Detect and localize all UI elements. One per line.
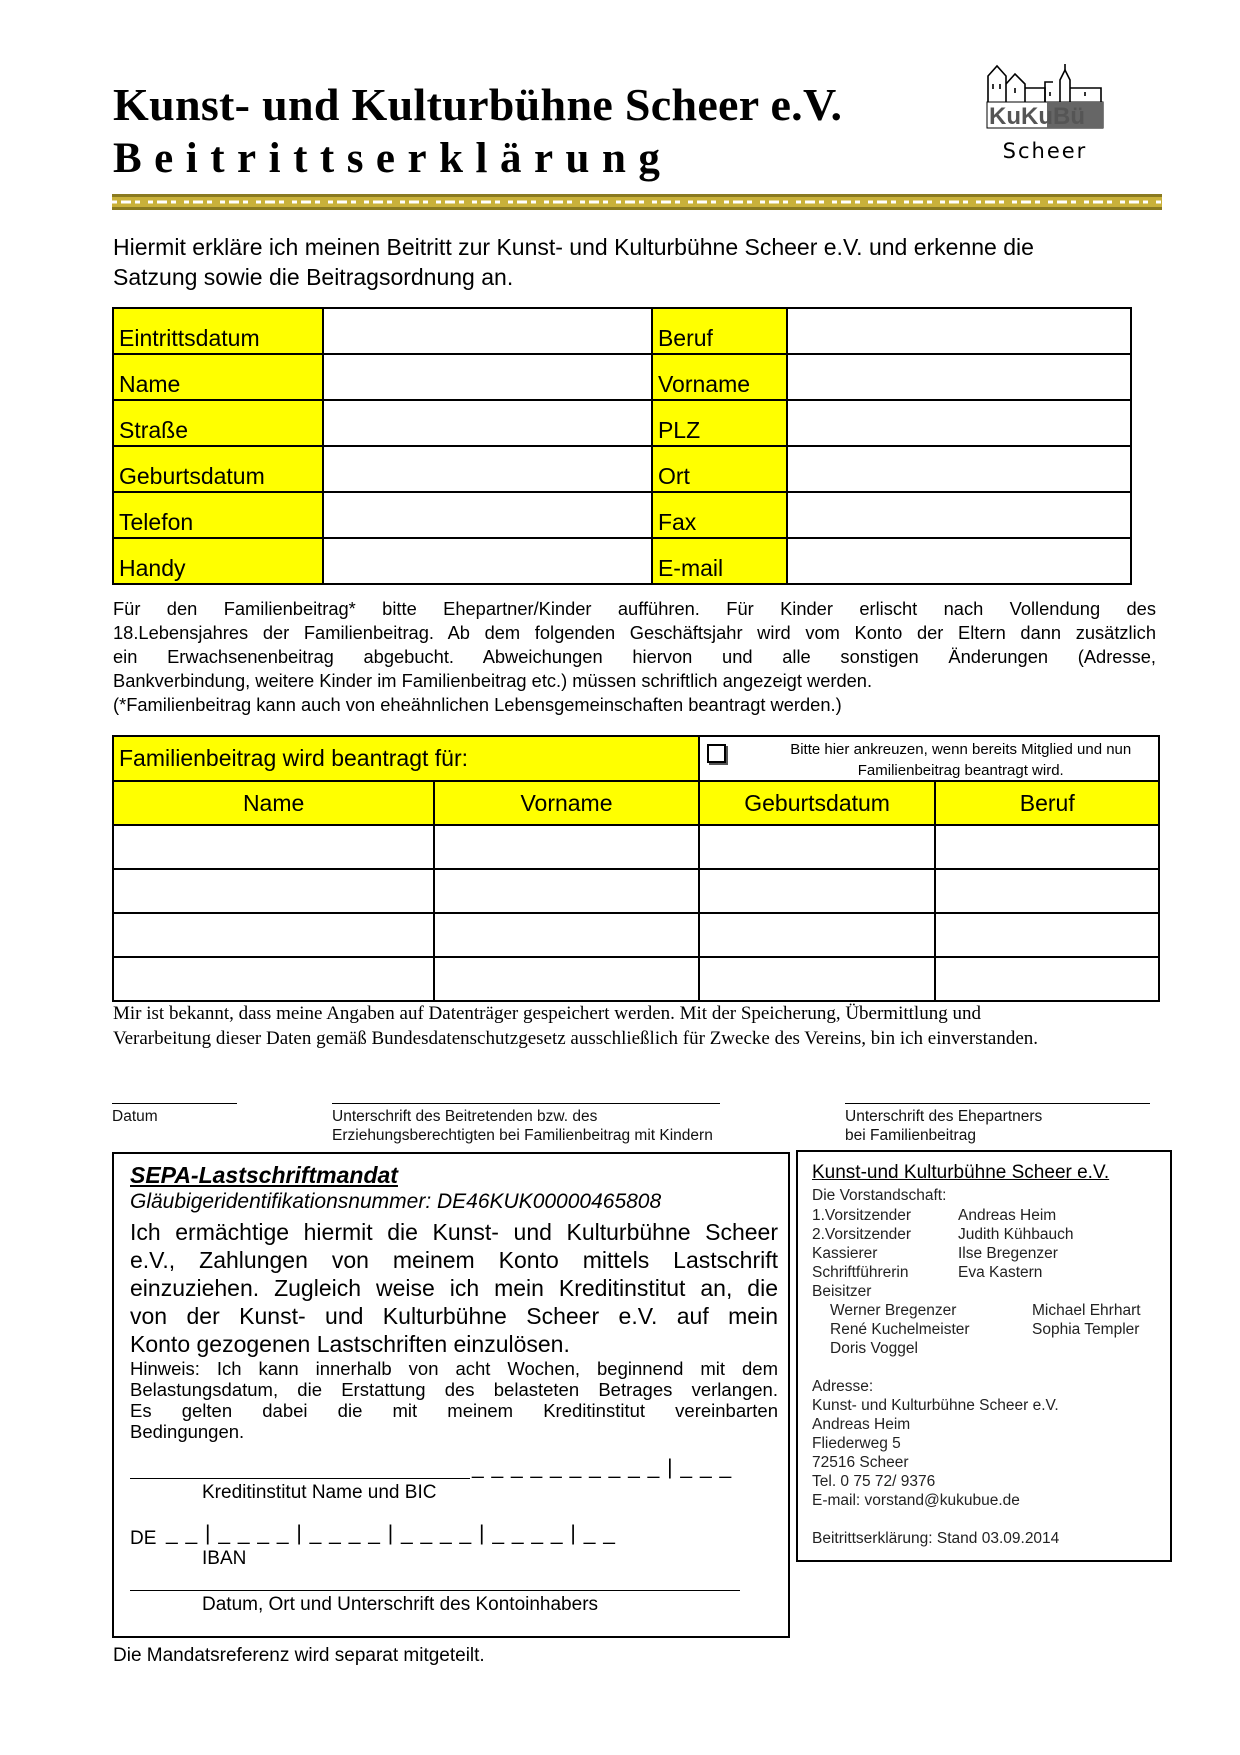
family-row (113, 957, 1159, 1001)
family-cell[interactable] (935, 913, 1159, 957)
field-telefon[interactable] (323, 492, 652, 538)
field-handy[interactable] (323, 538, 652, 584)
family-cell[interactable] (699, 957, 936, 1001)
authorization-line: e.V., Zahlungen von meinem Konto mittels Lastschrift (130, 1247, 778, 1273)
family-cell[interactable] (699, 913, 936, 957)
creditor-id: Gläubigeridentifikationsnummer: DE46KUK00000465808 (130, 1190, 662, 1213)
bank-label: Kreditinstitut Name und BIC (202, 1482, 437, 1503)
mandate-reference-note: Die Mandatsreferenz wird separat mitgeteilt. (113, 1645, 485, 1666)
form-row (113, 538, 1131, 584)
member-signature-label: Unterschrift des Beitretenden bzw. des Erziehungsberechtigten bei Familienbeitrag mit Kindern (332, 1108, 713, 1144)
bank-name-line[interactable] (130, 1478, 470, 1479)
iban-dashes[interactable]: _ _ | _ _ _ _ | _ _ _ _ | _ _ _ _ | _ _ _ _ | _ _ (166, 1522, 616, 1545)
privacy-line-1: Mir ist bekannt, dass meine Angaben auf Datenträger gespeichert werden. Mit der Speicherung, Übermittlung und (113, 1003, 981, 1024)
family-cell[interactable] (113, 869, 434, 913)
family-cell[interactable] (699, 869, 936, 913)
board-person: Ilse Bregenzer (958, 1245, 1058, 1262)
address-line: Kunst- und Kulturbühne Scheer e.V. (812, 1397, 1059, 1414)
family-info-line: Für den Familienbeitrag* bitte Ehepartner/Kinder aufführen. Für Kinder erlischt nach Vollendung des (113, 598, 1156, 619)
address-line: Andreas Heim (812, 1416, 911, 1433)
org-name: Kunst-und Kulturbühne Scheer e.V. (812, 1162, 1110, 1183)
sepa-mandate-box (112, 1152, 790, 1638)
account-holder-signature-label: Datum, Ort und Unterschrift des Kontoinhabers (202, 1594, 599, 1615)
bic-dashes[interactable]: _ _ _ _ _ _ _ _ _ _ | _ _ _ (472, 1456, 733, 1479)
family-cell[interactable] (434, 957, 699, 1001)
family-info-line: Bankverbindung, weitere Kinder im Familienbeitrag etc.) müssen schriftlich angezeigt werden. (113, 670, 873, 691)
privacy-line-2: Verarbeitung dieser Daten gemäß Bundesdatenschutzgesetz ausschließlich für Zwecke des Vereins, bin ich einverstanden. (113, 1028, 1039, 1049)
column-header-vorname: Vorname (434, 781, 699, 825)
label-vorname: Vorname (652, 354, 787, 400)
label-ort: Ort (652, 446, 787, 492)
date-label: Datum (112, 1108, 158, 1125)
family-row (113, 869, 1159, 913)
address-label: Adresse: (812, 1378, 874, 1395)
address-line: Fliederweg 5 (812, 1435, 901, 1452)
board-person: Eva Kastern (958, 1264, 1043, 1281)
label-eintrittsdatum: Eintrittsdatum (113, 308, 323, 354)
field-strasse[interactable] (323, 400, 652, 446)
partner-signature-label: Unterschrift des Ehepartners bei Familienbeitrag (845, 1108, 1043, 1144)
board-title: Die Vorstandschaft: (812, 1187, 947, 1204)
checkbox-note (761, 739, 1161, 781)
form-row (113, 446, 1131, 492)
assessor: René Kuchelmeister (830, 1321, 970, 1338)
intro-line-2: Satzung sowie die Beitragsordnung an. (113, 264, 514, 290)
family-row (113, 913, 1159, 957)
assessor: Doris Voggel (830, 1340, 918, 1357)
sepa-hint-text (130, 1358, 778, 1442)
family-cell[interactable] (434, 913, 699, 957)
kukubue-logo (985, 62, 1115, 170)
authorization-line: von der Kunst- und Kulturbühne Scheer e.V. auf mein (130, 1303, 778, 1329)
authorization-line: Konto gezogenen Lastschriften einzulösen. (130, 1331, 570, 1357)
family-cell[interactable] (434, 825, 699, 869)
board-role: 1.Vorsitzender (812, 1207, 912, 1224)
assessor-label: Beisitzer (812, 1283, 872, 1300)
family-cell[interactable] (699, 825, 936, 869)
field-name[interactable] (323, 354, 652, 400)
family-info-line: 18.Lebensjahres der Familienbeitrag. Ab dem folgenden Geschäftsjahr wird vom Konto der Eltern dann zusätzlich (113, 622, 1156, 643)
board-person: Judith Kühbauch (958, 1226, 1074, 1243)
label-email: E-mail (652, 538, 787, 584)
family-cell[interactable] (113, 825, 434, 869)
assessor: Sophia Templer (1032, 1321, 1140, 1338)
member-signature-line[interactable] (332, 1103, 720, 1104)
date-signature-line[interactable] (112, 1103, 237, 1104)
column-header-beruf: Beruf (935, 781, 1159, 825)
family-cell[interactable] (935, 957, 1159, 1001)
member-form-table (112, 307, 1132, 585)
authorization-line: Ich ermächtige hiermit die Kunst- und Kulturbühne Scheer (130, 1219, 778, 1245)
partner-signature-line[interactable] (845, 1103, 1150, 1104)
address-line: Tel. 0 75 72/ 9376 (812, 1473, 936, 1490)
family-cell[interactable] (113, 957, 434, 1001)
family-row (113, 825, 1159, 869)
existing-member-checkbox[interactable] (707, 744, 726, 763)
label-strasse: Straße (113, 400, 323, 446)
assessor: Michael Ehrhart (1032, 1302, 1141, 1319)
privacy-statement (113, 1001, 1163, 1051)
family-cell[interactable] (935, 825, 1159, 869)
intro-text (113, 232, 1143, 292)
checkbox-cell (699, 736, 1159, 781)
logo-text-top: KuKuBü (989, 103, 1085, 130)
family-info-text (113, 597, 1156, 717)
account-holder-signature-line[interactable] (130, 1590, 740, 1591)
family-cell[interactable] (935, 869, 1159, 913)
board-role: Kassierer (812, 1245, 878, 1262)
family-table-title: Familienbeitrag wird beantragt für: (113, 736, 699, 781)
field-fax[interactable] (787, 492, 1131, 538)
board-role: 2.Vorsitzender (812, 1226, 912, 1243)
family-cell[interactable] (434, 869, 699, 913)
form-row (113, 308, 1131, 354)
label-name: Name (113, 354, 323, 400)
field-beruf[interactable] (787, 308, 1131, 354)
checkbox-note-line-1: Bitte hier ankreuzen, wenn bereits Mitglied und nun (790, 741, 1132, 758)
label-beruf: Beruf (652, 308, 787, 354)
hint-line: Hinweis: Ich kann innerhalb von acht Wochen, beginnend mit dem (130, 1358, 778, 1379)
board-info-box (796, 1150, 1172, 1562)
document-subtitle: Beitrittserklärung (113, 135, 673, 182)
family-info-line: ein Erwachsenenbeitrag abgebucht. Abweichungen hiervon und alle sonstigen Änderungen (Adresse, (113, 646, 1156, 667)
field-geburtsdatum[interactable] (323, 446, 652, 492)
board-role: Schriftführerin (812, 1264, 909, 1281)
authorization-line: einzuziehen. Zugleich weise ich mein Kreditinstitut an, die (130, 1275, 778, 1301)
iban-prefix: DE (130, 1528, 157, 1549)
checkbox-note-line-2: Familienbeitrag beantragt wird. (857, 762, 1064, 779)
label-geburtsdatum: Geburtsdatum (113, 446, 323, 492)
decorative-band (112, 194, 1162, 210)
label-plz: PLZ (652, 400, 787, 446)
iban-label: IBAN (202, 1548, 247, 1569)
field-vorname[interactable] (787, 354, 1131, 400)
family-cell[interactable] (113, 913, 434, 957)
family-table-header-row (113, 781, 1159, 825)
column-header-geburtsdatum: Geburtsdatum (699, 781, 936, 825)
form-row (113, 354, 1131, 400)
hint-line: Bedingungen. (130, 1421, 245, 1442)
form-row (113, 492, 1131, 538)
family-table (112, 735, 1160, 1002)
sepa-title: SEPA-Lastschriftmandat (130, 1162, 398, 1188)
field-ort[interactable] (787, 446, 1131, 492)
address-line: 72516 Scheer (812, 1454, 909, 1471)
label-fax: Fax (652, 492, 787, 538)
form-version: Beitrittserklärung: Stand 03.09.2014 (812, 1530, 1060, 1547)
hint-line: Belastungsdatum, die Erstattung des belasteten Betrages verlangen. (130, 1379, 778, 1400)
hint-line: Es gelten dabei die mit meinem Kreditinstitut vereinbarten (130, 1400, 778, 1421)
assessor: Werner Bregenzer (830, 1302, 957, 1319)
sepa-authorization-text (130, 1218, 778, 1358)
address-line: E-mail: vorstand@kukubue.de (812, 1492, 1020, 1509)
board-person: Andreas Heim (958, 1207, 1057, 1224)
label-handy: Handy (113, 538, 323, 584)
family-info-line: (*Familienbeitrag kann auch von eheähnlichen Lebensgemeinschaften beantragt werden.) (113, 694, 842, 715)
label-telefon: Telefon (113, 492, 323, 538)
field-plz[interactable] (787, 400, 1131, 446)
column-header-name: Name (113, 781, 434, 825)
document-title: Kunst- und Kulturbühne Scheer e.V. (113, 79, 843, 130)
field-email[interactable] (787, 538, 1131, 584)
form-row (113, 400, 1131, 446)
field-eintrittsdatum[interactable] (323, 308, 652, 354)
intro-line-1: Hiermit erkläre ich meinen Beitritt zur Kunst- und Kulturbühne Scheer e.V. und erkenne die (113, 234, 1034, 260)
logo-text-bottom: Scheer (1002, 139, 1088, 163)
family-table-title-row (113, 736, 1159, 781)
